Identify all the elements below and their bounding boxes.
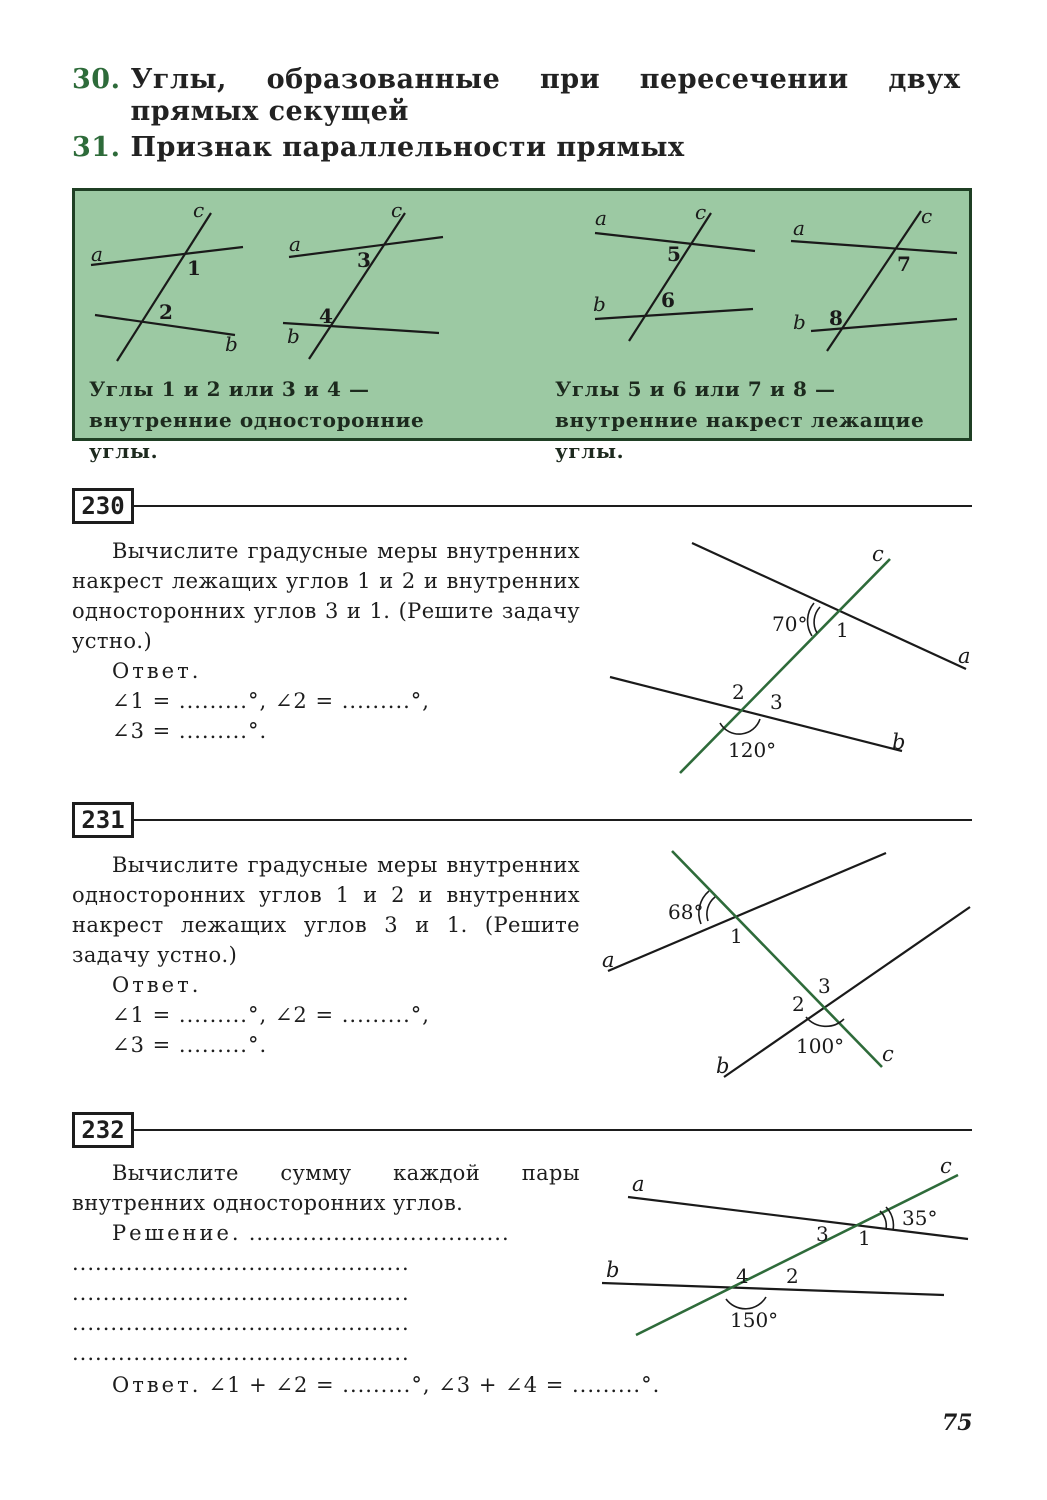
problem-230-rule: [134, 505, 972, 507]
problem-231-answer-label: Ответ.: [112, 973, 202, 997]
fig3-line-c: [629, 213, 711, 341]
problem-232-solution-label: Решение.: [112, 1221, 242, 1245]
p231-line-a: [608, 853, 886, 971]
theory-caption-right: Углы 5 и 6 или 7 и 8 — внутренние накрест лежащие углы.: [555, 377, 925, 463]
p232-label-a: a: [632, 1172, 645, 1196]
p230-angle-1: 1: [836, 618, 849, 642]
section-30-title: Углы, образованные при пересечении двух прямых секущей: [130, 64, 961, 127]
p231-label-a: a: [602, 948, 615, 972]
problem-230-text-block: [72, 536, 580, 746]
p231-label-b: b: [716, 1054, 730, 1078]
p231-angle-100: 100°: [796, 1034, 845, 1058]
p232-angle-4: 4: [736, 1264, 749, 1288]
problem-231-text-block: [72, 850, 580, 1060]
section-30-number: 30.: [72, 64, 121, 95]
p230-angle-3: 3: [770, 690, 783, 714]
p231-arc-top-1: [707, 897, 715, 921]
problem-232-answer-block: [72, 1370, 772, 1400]
p230-label-a: a: [958, 644, 971, 668]
p232-label-b: b: [606, 1258, 620, 1282]
problem-232-solution-dots-5: ............................................: [72, 1341, 410, 1365]
p230-angle-70: 70°: [772, 612, 808, 636]
problem-232-solution-dots-3: ............................................: [72, 1281, 410, 1305]
fig3-label-b: b: [593, 292, 606, 316]
section-30-heading: [72, 64, 972, 128]
fig4-label-c: c: [921, 204, 933, 228]
fig4-line-a: [791, 241, 957, 253]
problem-232-label: 232: [72, 1112, 134, 1148]
fig1-angle-2: 2: [159, 300, 173, 324]
p231-line-c: [672, 851, 882, 1067]
p230-arc-top-2: [808, 603, 814, 636]
p231-angle-68: 68°: [668, 900, 704, 924]
fig3-label-c: c: [695, 200, 707, 224]
problem-232-solution-dots-4: ............................................: [72, 1311, 410, 1335]
problem-231-answer-line1: ∠1 = .........°, ∠2 = .........°,: [112, 1003, 430, 1027]
problem-231-label: 231: [72, 802, 134, 838]
p232-line-b: [602, 1283, 944, 1295]
fig1-line-c: [117, 213, 211, 361]
fig2-line-c: [309, 213, 405, 359]
problem-230-answer-line2: ∠3 = .........°.: [112, 719, 268, 743]
problem-232-solution-dots-1: ..................................: [248, 1221, 510, 1245]
fig4-angle-7: 7: [897, 252, 911, 276]
p232-angle-150: 150°: [730, 1308, 779, 1332]
problem-232-rule: [134, 1129, 972, 1131]
fig4-label-a: a: [793, 216, 805, 240]
problem-231-statement: Вычислите градусные меры внутренних односторонних углов 1 и 2 и внутренних накрест лежащих углов 3 и 1. (Решите задачу устно.): [72, 853, 580, 967]
p231-label-c: c: [882, 1042, 894, 1066]
p232-angle-1: 1: [858, 1226, 871, 1250]
section-31-title: Признак параллельности прямых: [130, 132, 685, 163]
p230-label-b: b: [892, 730, 906, 754]
fig2-line-b: [283, 323, 439, 333]
fig2-label-a: a: [289, 232, 301, 256]
fig1-label-b: b: [225, 332, 238, 356]
fig4-angle-8: 8: [829, 306, 843, 330]
p231-line-b: [724, 907, 970, 1077]
fig2-angle-3: 3: [357, 248, 371, 272]
fig2-label-b: b: [287, 324, 300, 348]
problem-230-statement: Вычислите градусные меры внутренних накрест лежащих углов 1 и 2 и внутренних односторонних углов 3 и 1. (Решите задачу устно.): [72, 539, 580, 653]
p232-angle-2: 2: [786, 1264, 799, 1288]
problem-232-text-block: [72, 1158, 580, 1368]
fig3-angle-5: 5: [667, 242, 681, 266]
fig3-angle-6: 6: [661, 288, 675, 312]
p231-angle-1: 1: [730, 924, 743, 948]
p231-angle-3: 3: [818, 974, 831, 998]
p230-arc-top-1: [814, 607, 820, 633]
p232-label-c: c: [940, 1155, 952, 1178]
p230-angle-2: 2: [732, 680, 745, 704]
p232-angle-35: 35°: [902, 1206, 938, 1230]
problem-230-label: 230: [72, 488, 134, 524]
fig2-label-c: c: [391, 198, 403, 222]
problem-231-figure: [600, 845, 980, 1085]
section-31-number: 31.: [72, 132, 121, 163]
theory-caption-left: Углы 1 и 2 или 3 и 4 — внутренние односторонние углы.: [89, 377, 425, 463]
fig4-label-b: b: [793, 310, 806, 334]
fig3-label-a: a: [595, 206, 607, 230]
fig4-line-c: [827, 211, 921, 351]
p232-angle-3: 3: [816, 1222, 829, 1246]
problem-231-rule: [134, 819, 972, 821]
p232-line-c: [636, 1175, 958, 1335]
p231-angle-2: 2: [792, 992, 805, 1016]
p230-angle-120: 120°: [728, 738, 777, 762]
problem-232-statement: Вычислите сумму каждой пары внутренних односторонних углов.: [72, 1161, 580, 1215]
section-31-heading: [72, 132, 685, 163]
p230-label-c: c: [872, 542, 884, 566]
problem-230-answer-label: Ответ.: [112, 659, 202, 683]
fig1-angle-1: 1: [187, 256, 201, 280]
problem-232-figure: [598, 1155, 978, 1350]
fig1-label-c: c: [193, 198, 205, 222]
problem-230-figure: [600, 535, 980, 780]
problem-232-solution-line: [72, 1218, 580, 1248]
theory-box: [72, 188, 972, 463]
fig2-angle-4: 4: [319, 304, 333, 328]
problem-232-answer: [72, 1370, 772, 1400]
problem-232-answer-label: Ответ.: [112, 1373, 202, 1397]
p230-line-a: [692, 543, 966, 669]
problem-232-solution-dots-2: ............................................: [72, 1251, 410, 1275]
problem-232-answer-line: ∠1 + ∠2 = .........°, ∠3 + ∠4 = .........°.: [208, 1373, 661, 1397]
fig1-line-a: [91, 247, 243, 265]
fig1-label-a: a: [91, 242, 103, 266]
page-number: 75: [942, 1410, 973, 1436]
problem-230-answer-line1: ∠1 = .........°, ∠2 = .........°,: [112, 689, 430, 713]
problem-231-answer-line2: ∠3 = .........°.: [112, 1033, 268, 1057]
